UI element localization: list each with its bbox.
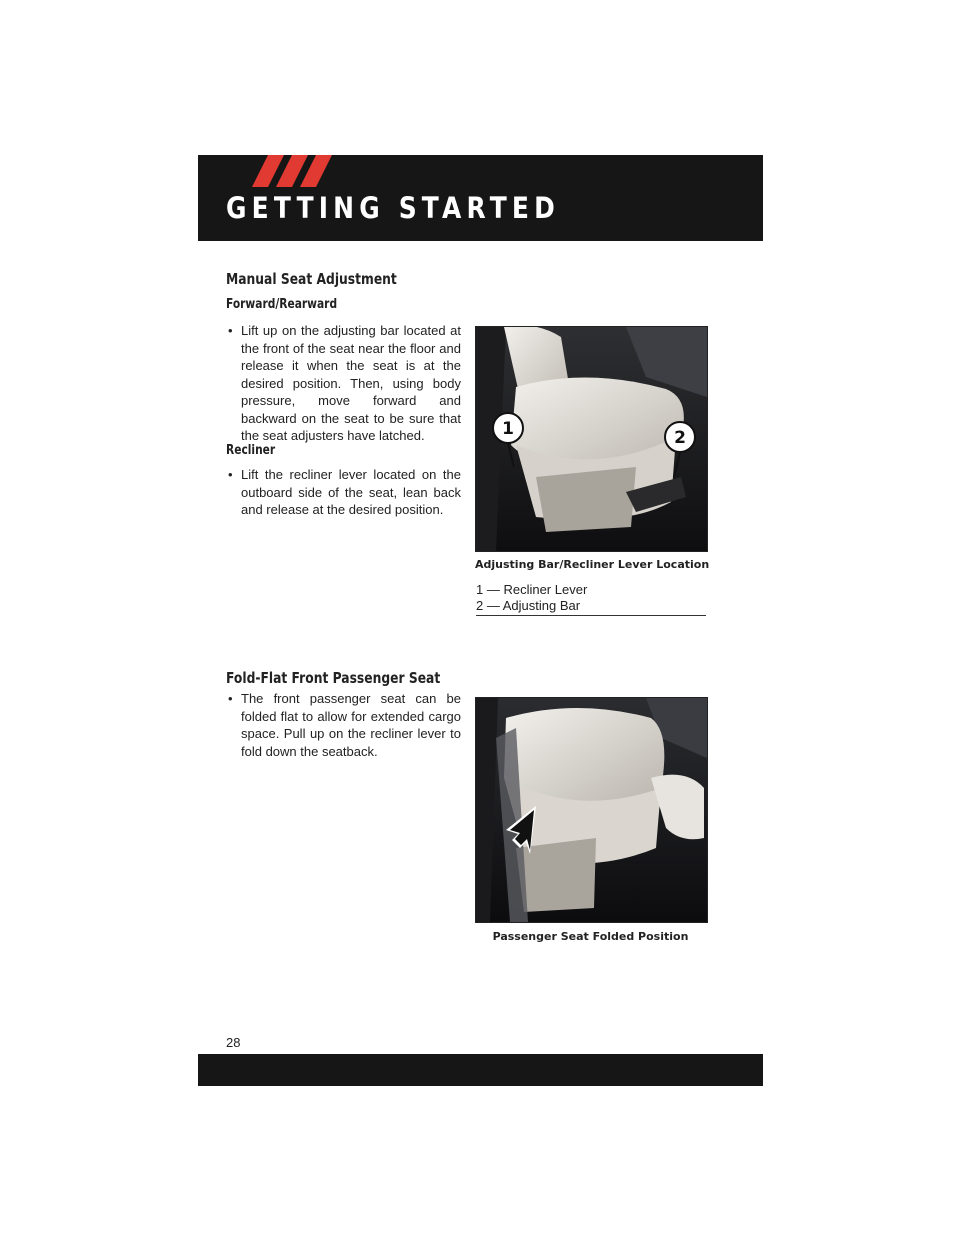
recliner-text: Lift the recliner lever located on the outboard side of the seat, lean back and release at the desired position. <box>241 467 461 517</box>
figure-2-caption: Passenger Seat Folded Position <box>492 930 689 943</box>
section-title: GETTING STARTED <box>226 191 560 225</box>
bullet-dot: • <box>228 467 233 482</box>
bullet-dot: • <box>228 691 233 706</box>
fold-flat-heading: Fold-Flat Front Passenger Seat <box>226 669 441 687</box>
legend-item-recliner-lever: 1 — Recliner Lever <box>476 582 588 597</box>
legend-item-adjusting-bar: 2 — Adjusting Bar <box>476 598 581 613</box>
footer-band <box>198 1054 763 1086</box>
manual-seat-adjustment-heading: Manual Seat Adjustment <box>226 270 397 288</box>
forward-rearward-bullet <box>228 322 461 445</box>
recliner-subheading: Recliner <box>226 443 276 458</box>
seat-adjustment-photo <box>475 326 708 552</box>
legend-divider <box>476 615 706 616</box>
figure-1-caption: Adjusting Bar/Recliner Lever Location <box>475 558 710 571</box>
section-header-band <box>198 155 763 241</box>
recliner-bullet <box>228 466 461 519</box>
callout-1: 1 <box>502 419 514 439</box>
fold-flat-text: The front passenger seat can be folded flat to allow for extended cargo space. Pull up on the recliner lever to fold down the seatback. <box>241 691 461 759</box>
forward-rearward-text: Lift up on the adjusting bar located at the front of the seat near the floor and release it when the seat is at the desired position. Then, using body pressure, move forward and backward on the seat to be sure that the seat adjusters have latched. <box>241 323 461 443</box>
bullet-dot: • <box>228 323 233 338</box>
brand-stripes-graphic <box>248 155 348 187</box>
fold-flat-bullet <box>228 690 461 760</box>
callout-2: 2 <box>674 428 686 448</box>
page-number: 28 <box>226 1035 241 1050</box>
forward-rearward-subheading: Forward/Rearward <box>226 297 338 312</box>
passenger-seat-folded-photo <box>475 697 708 923</box>
